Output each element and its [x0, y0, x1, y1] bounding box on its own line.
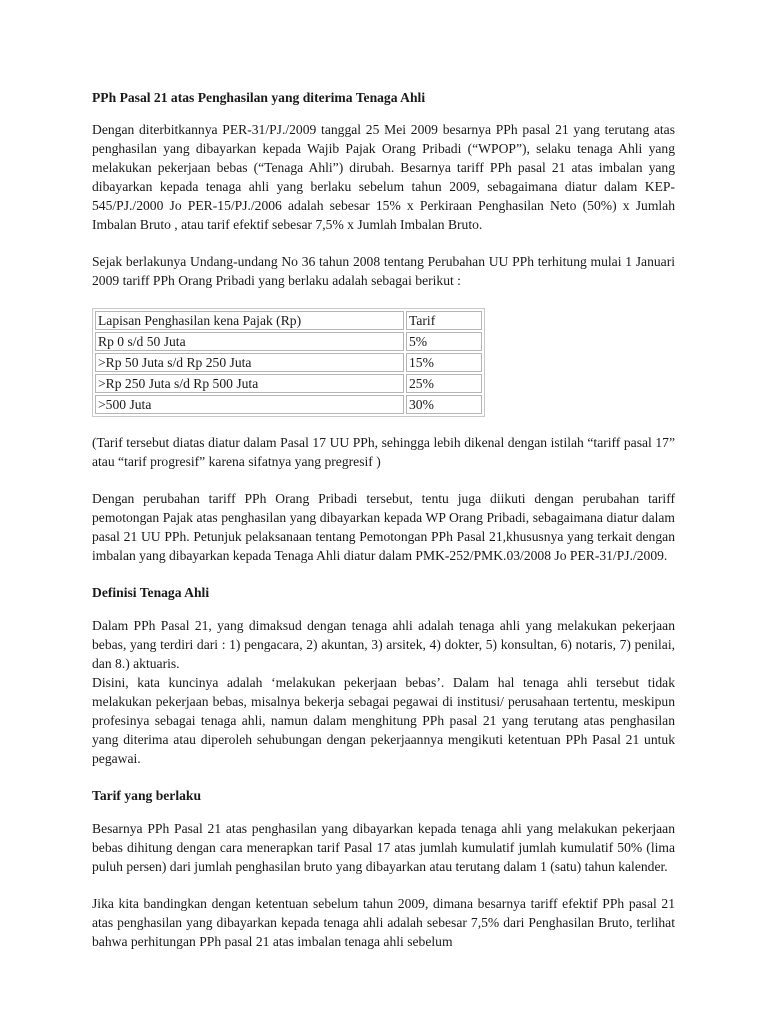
table-row — [95, 353, 482, 372]
table-cell-rate: 30% — [406, 395, 482, 414]
rate-paragraph-2: Jika kita bandingkan dengan ketentuan sebelum tahun 2009, dimana besarnya tariff efektif PPh pasal 21 atas penghasilan yang dibayarkan kepada tenaga ahli adalah sebesar 7,5% dari Penghasilan Bruto, terlihat bahwa perhitungan PPh pasal 21 atas imbalan tenaga ahli sebelum — [92, 896, 675, 949]
table-cell-layer: >Rp 250 Juta s/d Rp 500 Juta — [95, 374, 404, 393]
document-body — [92, 88, 675, 969]
table-cell-layer: >500 Juta — [95, 395, 404, 414]
tax-rate-table — [92, 308, 485, 417]
table-cell-rate: 25% — [406, 374, 482, 393]
table-cell-rate: 15% — [406, 353, 482, 372]
table-header-layer: Lapisan Penghasilan kena Pajak (Rp) — [95, 311, 404, 330]
definition-heading: Definisi Tenaga Ahli — [92, 585, 210, 600]
after-table-paragraph-1: (Tarif tersebut diatas diatur dalam Pasal 17 UU PPh, sehingga lebih dikenal dengan istilah “tariff pasal 17” atau “tarif progresif” karena sifatnya yang pregresif ) — [92, 435, 675, 469]
table-header-rate: Tarif — [406, 311, 482, 330]
intro-paragraph-2: Sejak berlakunya Undang-undang No 36 tahun 2008 tentang Perubahan UU PPh terhitung mulai 1 Januari 2009 tariff PPh Orang Pribadi yang berlaku adalah sebagai berikut : — [92, 254, 675, 288]
intro-paragraph-1: Dengan diterbitkannya PER-31/PJ./2009 tanggal 25 Mei 2009 besarnya PPh pasal 21 yang terutang atas penghasilan yang dibayarkan kepada Wajib Pajak Orang Pribadi (“WPOP”), selaku tenaga Ahli yang melakukan pekerjaan bebas (“Tenaga Ahli”) dirubah. Besarnya tariff PPh pasal 21 atas imbalan yang dibayarkan kepada tenaga ahli yang berlaku sebelum tahun 2009, sebagaimana diatur dalam KEP-545/PJ./2000 Jo PER-15/PJ./2006 adalah sebesar 15% x Perkiraan Penghasilan Neto (50%) x Jumlah Imbalan Bruto , atau tarif efektif sebesar 7,5% x Jumlah Imbalan Bruto. — [92, 122, 675, 232]
table-row — [95, 395, 482, 414]
table-cell-rate: 5% — [406, 332, 482, 351]
definition-paragraph-1: Dalam PPh Pasal 21, yang dimaksud dengan tenaga ahli adalah tenaga ahli yang melakukan pekerjaan bebas, yang terdiri dari : 1) pengacara, 2) akuntan, 3) arsitek, 4) dokter, 5) konsultan, 6) notaris, 7) penilai, dan 8.) aktuaris. — [92, 618, 675, 671]
document-title: PPh Pasal 21 atas Penghasilan yang diterima Tenaga Ahli — [92, 90, 426, 105]
table-row — [95, 332, 482, 351]
rate-paragraph-1: Besarnya PPh Pasal 21 atas penghasilan yang dibayarkan kepada tenaga ahli yang melakukan pekerjaan bebas dihitung dengan cara menerapkan tarif Pasal 17 atas jumlah kumulatif jumlah kumulatif 50% (lima puluh persen) dari jumlah penghasilan bruto yang dibayarkan atau terutang dalam 1 (satu) tahun kalender. — [92, 821, 675, 874]
table-cell-layer: Rp 0 s/d 50 Juta — [95, 332, 404, 351]
definition-paragraph-2: Disini, kata kuncinya adalah ‘melakukan pekerjaan bebas’. Dalam hal tenaga ahli tersebut tidak melakukan pekerjaan bebas, misalnya bekerja sebagai pegawai di institusi/ perusahaan tertentu, meskipun profesinya sebagai tenaga ahli, namun dalam menghitung PPh pasal 21 yang terutang atas penghasilan yang diterima atau diperoleh sehubungan dengan pekerjaannya mengikuti ketentuan PPh Pasal 21 untuk pegawai. — [92, 675, 675, 766]
table-row — [95, 374, 482, 393]
table-header-row — [95, 311, 482, 330]
after-table-paragraph-2: Dengan perubahan tariff PPh Orang Pribadi tersebut, tentu juga diikuti dengan perubahan tariff pemotongan Pajak atas penghasilan yang dibayarkan kepada WP Orang Pribadi, sebagaimana diatur dalam pasal 21 UU PPh. Petunjuk pelaksanaan tentang Pemotongan PPh Pasal 21,khususnya yang terkait dengan imbalan yang dibayarkan kepada Tenaga Ahli diatur dalam PMK-252/PMK.03/2008 Jo PER-31/PJ./2009. — [92, 491, 675, 563]
table-cell-layer: >Rp 50 Juta s/d Rp 250 Juta — [95, 353, 404, 372]
tax-rate-table-container — [92, 308, 675, 417]
rate-heading: Tarif yang berlaku — [92, 788, 202, 803]
